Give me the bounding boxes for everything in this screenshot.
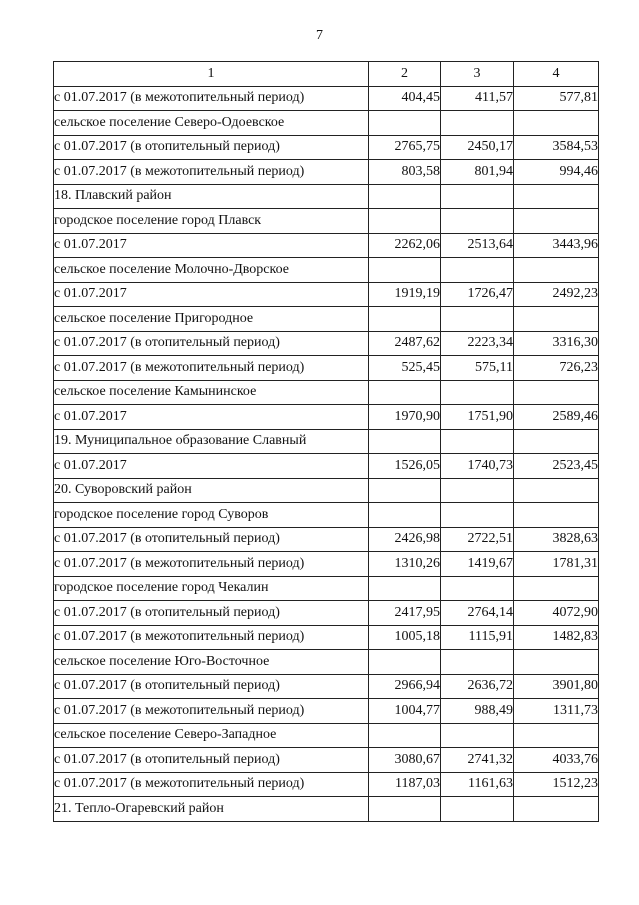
value-cell-4 — [514, 209, 599, 234]
value-cell-4: 577,81 — [514, 86, 599, 111]
table-row — [54, 576, 599, 601]
value-cell-3 — [441, 576, 514, 601]
value-cell-4: 2523,45 — [514, 454, 599, 479]
table-row — [54, 503, 599, 528]
value-cell-2 — [369, 209, 441, 234]
value-cell-3: 2513,64 — [441, 233, 514, 258]
table-row — [54, 527, 599, 552]
table-row — [54, 307, 599, 332]
value-cell-3 — [441, 209, 514, 234]
table-row — [54, 209, 599, 234]
value-cell-3: 1740,73 — [441, 454, 514, 479]
value-cell-2: 2765,75 — [369, 135, 441, 160]
table-row — [54, 111, 599, 136]
value-cell-4: 3316,30 — [514, 331, 599, 356]
value-cell-4 — [514, 380, 599, 405]
value-cell-4: 2589,46 — [514, 405, 599, 430]
row-label-cell: 19. Муниципальное образование Славный — [54, 429, 369, 454]
header-cell-4: 4 — [514, 62, 599, 87]
value-cell-3 — [441, 723, 514, 748]
value-cell-2 — [369, 797, 441, 822]
value-cell-2 — [369, 478, 441, 503]
value-cell-3: 1419,67 — [441, 552, 514, 577]
value-cell-4: 4072,90 — [514, 601, 599, 626]
value-cell-3: 575,11 — [441, 356, 514, 381]
row-label-cell: городское поселение город Плавск — [54, 209, 369, 234]
value-cell-2: 1004,77 — [369, 699, 441, 724]
value-cell-3: 1161,63 — [441, 772, 514, 797]
value-cell-4: 1512,23 — [514, 772, 599, 797]
table-row — [54, 282, 599, 307]
table-row — [54, 331, 599, 356]
row-label-cell: с 01.07.2017 (в межотопительный период) — [54, 356, 369, 381]
value-cell-4: 3584,53 — [514, 135, 599, 160]
value-cell-2: 404,45 — [369, 86, 441, 111]
row-label-cell: сельское поселение Камынинское — [54, 380, 369, 405]
value-cell-2: 3080,67 — [369, 748, 441, 773]
tariff-table — [53, 61, 599, 822]
value-cell-4 — [514, 307, 599, 332]
row-label-cell: с 01.07.2017 (в межотопительный период) — [54, 552, 369, 577]
header-cell-1: 1 — [54, 62, 369, 87]
value-cell-2: 2426,98 — [369, 527, 441, 552]
table-row — [54, 405, 599, 430]
table-row — [54, 86, 599, 111]
table-row — [54, 552, 599, 577]
value-cell-2: 1526,05 — [369, 454, 441, 479]
value-cell-3: 2722,51 — [441, 527, 514, 552]
table-row — [54, 699, 599, 724]
value-cell-2 — [369, 111, 441, 136]
row-label-cell: с 01.07.2017 (в отопительный период) — [54, 527, 369, 552]
row-label-cell: 18. Плавский район — [54, 184, 369, 209]
value-cell-2: 525,45 — [369, 356, 441, 381]
row-label-cell: сельское поселение Северо-Одоевское — [54, 111, 369, 136]
value-cell-3: 2450,17 — [441, 135, 514, 160]
value-cell-3: 801,94 — [441, 160, 514, 185]
header-cell-3: 3 — [441, 62, 514, 87]
table-row — [54, 478, 599, 503]
row-label-cell: сельское поселение Пригородное — [54, 307, 369, 332]
value-cell-2 — [369, 429, 441, 454]
value-cell-3 — [441, 650, 514, 675]
value-cell-2: 2417,95 — [369, 601, 441, 626]
value-cell-4 — [514, 184, 599, 209]
row-label-cell: с 01.07.2017 (в межотопительный период) — [54, 772, 369, 797]
table-row — [54, 184, 599, 209]
table-row — [54, 797, 599, 822]
value-cell-3 — [441, 797, 514, 822]
table-row — [54, 723, 599, 748]
value-cell-3: 988,49 — [441, 699, 514, 724]
header-cell-2: 2 — [369, 62, 441, 87]
value-cell-3: 2223,34 — [441, 331, 514, 356]
table-header-row — [54, 62, 599, 87]
value-cell-4: 2492,23 — [514, 282, 599, 307]
value-cell-2: 2487,62 — [369, 331, 441, 356]
value-cell-2 — [369, 503, 441, 528]
value-cell-3 — [441, 503, 514, 528]
value-cell-3: 2741,32 — [441, 748, 514, 773]
value-cell-4: 1311,73 — [514, 699, 599, 724]
row-label-cell: с 01.07.2017 (в отопительный период) — [54, 674, 369, 699]
table-row — [54, 380, 599, 405]
value-cell-2 — [369, 576, 441, 601]
row-label-cell: городское поселение город Чекалин — [54, 576, 369, 601]
value-cell-3: 1751,90 — [441, 405, 514, 430]
value-cell-2 — [369, 258, 441, 283]
row-label-cell: с 01.07.2017 — [54, 282, 369, 307]
value-cell-4: 3828,63 — [514, 527, 599, 552]
value-cell-3: 2636,72 — [441, 674, 514, 699]
value-cell-2 — [369, 723, 441, 748]
value-cell-3 — [441, 478, 514, 503]
table-row — [54, 233, 599, 258]
value-cell-4 — [514, 478, 599, 503]
table-row — [54, 429, 599, 454]
value-cell-3 — [441, 111, 514, 136]
value-cell-2: 1005,18 — [369, 625, 441, 650]
value-cell-2: 803,58 — [369, 160, 441, 185]
row-label-cell: 20. Суворовский район — [54, 478, 369, 503]
value-cell-3 — [441, 380, 514, 405]
value-cell-4 — [514, 503, 599, 528]
value-cell-2: 1310,26 — [369, 552, 441, 577]
row-label-cell: с 01.07.2017 (в отопительный период) — [54, 331, 369, 356]
value-cell-4 — [514, 258, 599, 283]
row-label-cell: с 01.07.2017 — [54, 233, 369, 258]
value-cell-3: 411,57 — [441, 86, 514, 111]
value-cell-2 — [369, 184, 441, 209]
value-cell-3: 2764,14 — [441, 601, 514, 626]
value-cell-3 — [441, 258, 514, 283]
row-label-cell: городское поселение город Суворов — [54, 503, 369, 528]
value-cell-4: 994,46 — [514, 160, 599, 185]
value-cell-4: 726,23 — [514, 356, 599, 381]
table-row — [54, 772, 599, 797]
row-label-cell: с 01.07.2017 (в отопительный период) — [54, 601, 369, 626]
value-cell-2 — [369, 380, 441, 405]
value-cell-3: 1115,91 — [441, 625, 514, 650]
value-cell-3 — [441, 429, 514, 454]
value-cell-2: 1970,90 — [369, 405, 441, 430]
value-cell-4 — [514, 111, 599, 136]
row-label-cell: 21. Тепло-Огаревский район — [54, 797, 369, 822]
row-label-cell: с 01.07.2017 (в отопительный период) — [54, 135, 369, 160]
value-cell-4 — [514, 650, 599, 675]
table-row — [54, 650, 599, 675]
table-row — [54, 625, 599, 650]
value-cell-4 — [514, 723, 599, 748]
row-label-cell: с 01.07.2017 (в отопительный период) — [54, 748, 369, 773]
value-cell-2 — [369, 307, 441, 332]
row-label-cell: с 01.07.2017 (в межотопительный период) — [54, 160, 369, 185]
row-label-cell: с 01.07.2017 (в межотопительный период) — [54, 625, 369, 650]
row-label-cell: сельское поселение Северо-Западное — [54, 723, 369, 748]
table-row — [54, 135, 599, 160]
row-label-cell: с 01.07.2017 (в межотопительный период) — [54, 86, 369, 111]
table-row — [54, 748, 599, 773]
value-cell-3 — [441, 184, 514, 209]
value-cell-4: 4033,76 — [514, 748, 599, 773]
value-cell-4 — [514, 576, 599, 601]
value-cell-4: 3443,96 — [514, 233, 599, 258]
row-label-cell: с 01.07.2017 — [54, 405, 369, 430]
value-cell-3 — [441, 307, 514, 332]
table-row — [54, 674, 599, 699]
value-cell-2: 2966,94 — [369, 674, 441, 699]
table-row — [54, 601, 599, 626]
table-row — [54, 356, 599, 381]
value-cell-4: 1482,83 — [514, 625, 599, 650]
table-row — [54, 454, 599, 479]
value-cell-4: 3901,80 — [514, 674, 599, 699]
row-label-cell: с 01.07.2017 (в межотопительный период) — [54, 699, 369, 724]
value-cell-2: 2262,06 — [369, 233, 441, 258]
table-body — [54, 62, 599, 822]
value-cell-3: 1726,47 — [441, 282, 514, 307]
value-cell-2 — [369, 650, 441, 675]
row-label-cell: сельское поселение Молочно-Дворское — [54, 258, 369, 283]
value-cell-4 — [514, 429, 599, 454]
row-label-cell: с 01.07.2017 — [54, 454, 369, 479]
value-cell-4: 1781,31 — [514, 552, 599, 577]
value-cell-2: 1187,03 — [369, 772, 441, 797]
row-label-cell: сельское поселение Юго-Восточное — [54, 650, 369, 675]
table-row — [54, 258, 599, 283]
table-row — [54, 160, 599, 185]
value-cell-4 — [514, 797, 599, 822]
value-cell-2: 1919,19 — [369, 282, 441, 307]
page-number: 7 — [316, 28, 323, 43]
